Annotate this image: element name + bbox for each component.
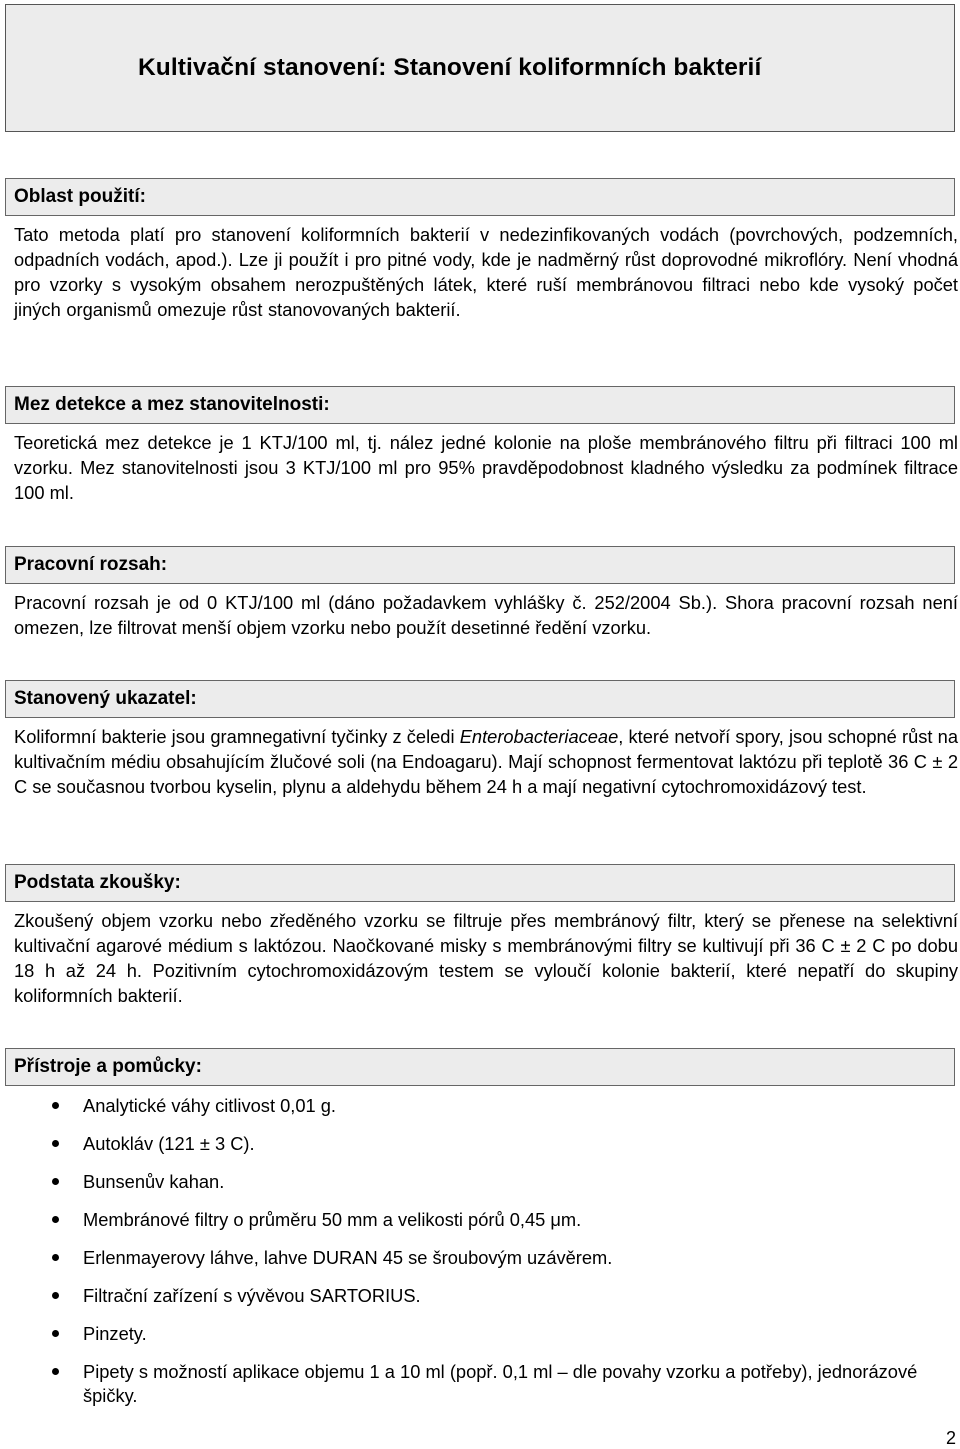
page-number: 2 (945, 1428, 956, 1448)
section-text-ukazatel (14, 724, 958, 799)
list-item: Analytické váhy citlivost 0,01 g. (0, 1094, 958, 1118)
section-heading-oblast: Oblast použití: (5, 178, 955, 216)
section-heading-ukazatel: Stanovený ukazatel: (5, 680, 955, 718)
title-box (5, 4, 955, 132)
tools-list (0, 1094, 958, 1422)
ukazatel-text-before: Koliformní bakterie jsou gramnegativní tyčinky z čeledi (14, 726, 460, 747)
list-item: Erlenmayerovy láhve, lahve DURAN 45 se šroubovým uzávěrem. (0, 1246, 958, 1270)
list-item: Membránové filtry o průměru 50 mm a velikosti pórů 0,45 μm. (0, 1208, 958, 1232)
section-text-rozsah: Pracovní rozsah je od 0 KTJ/100 ml (dáno požadavkem vyhlášky č. 252/2004 Sb.). Shora pracovní rozsah není omezen, lze filtrovat menší objem vzorku nebo použít desetinné ředění vzorku. (14, 592, 958, 638)
ukazatel-text-after: , které netvoří spory, jsou schopné růst na kultivačním médiu obsahujícím žlučové soli (na Endoagaru). Mají schopnost fermentovat laktózu při teplotě 36 C ± 2 C se současnou tvorbou kyselin, plynu a aldehydu během 24 h a mají negativní cytochromoxidázový test. (14, 726, 958, 797)
section-text-oblast: Tato metoda platí pro stanovení koliformních bakterií v nedezinfikovaných vodách (povrchových, podzemních, odpadních vodách, apod.). Lze ji použít i pro pitné vody, kde je nadměrný růst doprovodné mikroflóry. Není vhodná pro vzorky s vysokým obsahem nerozpuštěných látek, které ruší membránovou filtraci nebo kde vysoký počet jiných organismů omezuje růst stanovovaných bakterií. (14, 224, 958, 320)
section-heading-podstata: Podstata zkoušky: (5, 864, 955, 902)
page-title: Kultivační stanovení: Stanovení koliformních bakterií (138, 54, 762, 81)
list-item: Filtrační zařízení s vývěvou SARTORIUS. (0, 1284, 958, 1308)
section-heading-pristroje: Přístroje a pomůcky: (5, 1048, 955, 1086)
list-item: Pinzety. (0, 1322, 958, 1346)
list-item: Autokláv (121 ± 3 C). (0, 1132, 958, 1156)
ukazatel-text-italic: Enterobacteriaceae (459, 726, 619, 747)
section-text-mez: Teoretická mez detekce je 1 KTJ/100 ml, tj. nález jedné kolonie na ploše membránového filtru při filtraci 100 ml vzorku. Mez stanovitelnosti jsou 3 KTJ/100 ml pro 95% pravděpodobnost kladného výsledku za podmínek filtrace 100 ml. (14, 432, 958, 503)
list-item: Bunsenův kahan. (0, 1170, 958, 1194)
section-heading-rozsah: Pracovní rozsah: (5, 546, 955, 584)
section-text-podstata: Zkoušený objem vzorku nebo zředěného vzorku se filtruje přes membránový filtr, který se přenese na selektivní kultivační agarové médium s laktózou. Naočkované misky s membránovými filtry se kultivují při 36 C ± 2 C po dobu 18 h až 24 h. Pozitivním cytochromoxidázovým testem se vyloučí kolonie bakterií, které nepatří do skupiny koliformních bakterií. (14, 910, 958, 1006)
list-item: Pipety s možností aplikace objemu 1 a 10 ml (popř. 0,1 ml – dle povahy vzorku a potřeby), jednorázové špičky. (0, 1360, 958, 1408)
section-heading-mez: Mez detekce a mez stanovitelnosti: (5, 386, 955, 424)
